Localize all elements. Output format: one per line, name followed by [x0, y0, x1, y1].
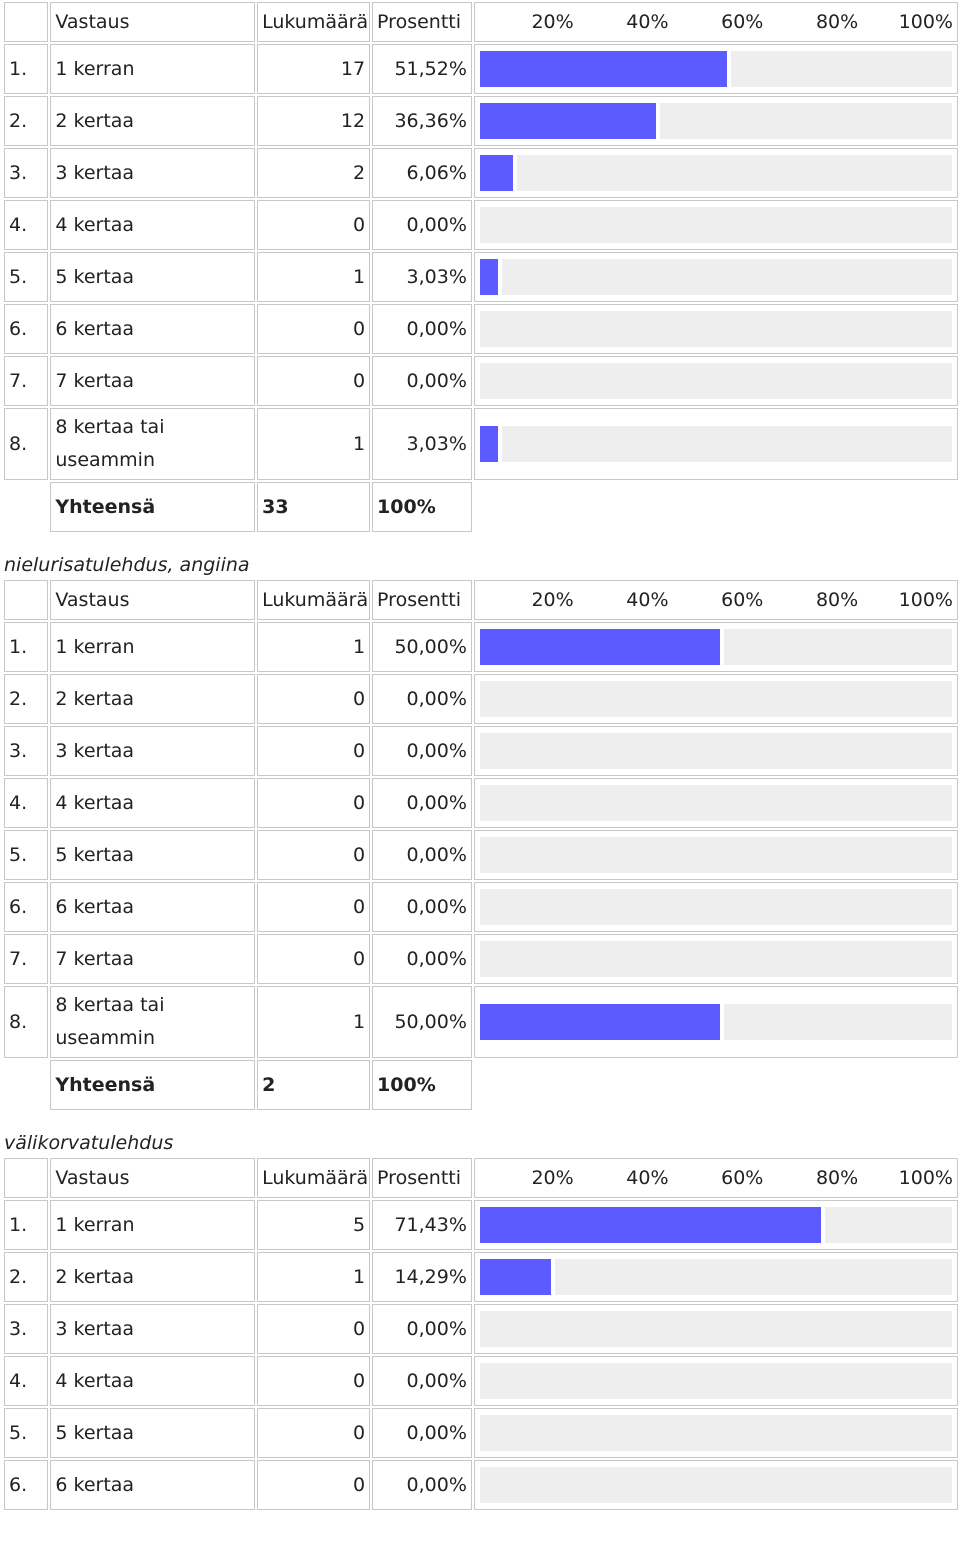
row-percent: 0,00% [372, 830, 472, 880]
results-table [2, 578, 960, 1112]
row-label: 5 kertaa [50, 1408, 255, 1458]
bar-track [480, 155, 952, 191]
bar-track [480, 733, 952, 769]
row-bar-cell [474, 882, 958, 932]
row-label: 4 kertaa [50, 778, 255, 828]
header-percent: Prosentti [372, 2, 472, 42]
table-row [4, 356, 958, 406]
bar-fill [480, 426, 502, 462]
row-bar-cell [474, 674, 958, 724]
row-index: 6. [4, 304, 48, 354]
scale-tick-label: 100% [898, 589, 953, 611]
total-label: Yhteensä [50, 1060, 255, 1110]
table-row [4, 304, 958, 354]
table-header-row [4, 580, 958, 620]
row-index: 5. [4, 830, 48, 880]
table-row [4, 1200, 958, 1250]
row-percent: 3,03% [372, 252, 472, 302]
header-index [4, 2, 48, 42]
row-index: 6. [4, 1460, 48, 1510]
row-count: 0 [257, 1460, 370, 1510]
total-label: Yhteensä [50, 482, 255, 532]
bar-fill [480, 103, 660, 139]
scale-labels [479, 1167, 953, 1189]
row-bar-cell [474, 622, 958, 672]
row-label: 4 kertaa [50, 1356, 255, 1406]
bar-track [480, 259, 952, 295]
row-percent: 14,29% [372, 1252, 472, 1302]
table-row [4, 726, 958, 776]
row-label: 1 kerran [50, 44, 255, 94]
bar-fill [480, 51, 731, 87]
results-table [2, 0, 960, 534]
bar-track [480, 1467, 952, 1503]
total-count: 2 [257, 1060, 370, 1110]
table-row [4, 408, 958, 480]
bar-fill [480, 155, 517, 191]
row-count: 1 [257, 622, 370, 672]
row-count: 0 [257, 882, 370, 932]
row-percent: 0,00% [372, 778, 472, 828]
table-row [4, 1460, 958, 1510]
total-percent: 100% [372, 1060, 472, 1110]
row-index: 4. [4, 200, 48, 250]
header-count: Lukumäärä [257, 2, 370, 42]
total-spacer [4, 482, 48, 532]
bar-track [480, 785, 952, 821]
bar-track [480, 889, 952, 925]
row-count: 2 [257, 148, 370, 198]
table-row [4, 674, 958, 724]
section-title: välikorvatulehdus [4, 1132, 174, 1154]
row-label: 2 kertaa [50, 674, 255, 724]
row-index: 5. [4, 252, 48, 302]
row-bar-cell [474, 1460, 958, 1510]
row-percent: 71,43% [372, 1200, 472, 1250]
total-spacer [474, 482, 958, 532]
row-count: 1 [257, 1252, 370, 1302]
row-index: 7. [4, 356, 48, 406]
row-percent: 0,00% [372, 674, 472, 724]
table-row [4, 830, 958, 880]
scale-labels [479, 11, 953, 33]
row-count: 0 [257, 1304, 370, 1354]
bar-track [480, 629, 952, 665]
row-label: 6 kertaa [50, 882, 255, 932]
row-count: 0 [257, 1408, 370, 1458]
total-spacer [474, 1060, 958, 1110]
row-count: 0 [257, 726, 370, 776]
row-count: 12 [257, 96, 370, 146]
row-index: 4. [4, 778, 48, 828]
row-percent: 0,00% [372, 934, 472, 984]
header-index [4, 580, 48, 620]
row-label: 5 kertaa [50, 830, 255, 880]
row-index: 1. [4, 44, 48, 94]
table-row [4, 148, 958, 198]
table-row [4, 986, 958, 1058]
scale-tick-label: 80% [815, 1167, 859, 1189]
scale-tick-label: 80% [815, 11, 859, 33]
scale-tick-label: 60% [721, 1167, 764, 1189]
row-percent: 0,00% [372, 726, 472, 776]
row-index: 7. [4, 934, 48, 984]
row-label: 8 kertaa tai useammin [50, 986, 255, 1058]
table-row [4, 778, 958, 828]
row-label: 5 kertaa [50, 252, 255, 302]
scale-tick-label: 80% [815, 589, 859, 611]
row-percent: 0,00% [372, 1304, 472, 1354]
row-percent: 6,06% [372, 148, 472, 198]
scale-tick-label: 100% [898, 1167, 953, 1189]
bar-track [480, 103, 952, 139]
row-count: 17 [257, 44, 370, 94]
row-count: 1 [257, 252, 370, 302]
row-label: 6 kertaa [50, 304, 255, 354]
header-count: Lukumäärä [257, 1158, 370, 1198]
bar-track [480, 1259, 952, 1295]
row-count: 0 [257, 674, 370, 724]
row-percent: 36,36% [372, 96, 472, 146]
header-scale [474, 1158, 958, 1198]
row-count: 1 [257, 408, 370, 480]
row-percent: 50,00% [372, 622, 472, 672]
scale-tick-label: 40% [626, 11, 669, 33]
bar-fill [480, 259, 502, 295]
header-answer: Vastaus [50, 580, 255, 620]
row-label: 7 kertaa [50, 356, 255, 406]
scale-tick-label: 20% [531, 589, 574, 611]
row-label: 3 kertaa [50, 726, 255, 776]
table-row [4, 934, 958, 984]
bar-track [480, 941, 952, 977]
row-count: 1 [257, 986, 370, 1058]
row-bar-cell [474, 830, 958, 880]
row-percent: 0,00% [372, 356, 472, 406]
header-answer: Vastaus [50, 2, 255, 42]
scale-tick-label: 40% [626, 1167, 669, 1189]
total-row [4, 1060, 958, 1110]
row-label: 3 kertaa [50, 148, 255, 198]
table-row [4, 252, 958, 302]
table-row [4, 200, 958, 250]
row-index: 1. [4, 1200, 48, 1250]
row-percent: 0,00% [372, 1408, 472, 1458]
row-count: 5 [257, 1200, 370, 1250]
row-index: 5. [4, 1408, 48, 1458]
bar-track [480, 311, 952, 347]
bar-track [480, 1415, 952, 1451]
row-count: 0 [257, 200, 370, 250]
bar-track [480, 1311, 952, 1347]
header-scale [474, 2, 958, 42]
row-index: 2. [4, 96, 48, 146]
scale-tick-label: 100% [898, 11, 953, 33]
row-bar-cell [474, 986, 958, 1058]
row-label: 7 kertaa [50, 934, 255, 984]
scale-labels [479, 589, 953, 611]
row-count: 0 [257, 356, 370, 406]
bar-track [480, 1004, 952, 1040]
row-percent: 0,00% [372, 200, 472, 250]
row-index: 3. [4, 148, 48, 198]
row-percent: 50,00% [372, 986, 472, 1058]
header-percent: Prosentti [372, 1158, 472, 1198]
row-label: 2 kertaa [50, 1252, 255, 1302]
row-index: 2. [4, 1252, 48, 1302]
row-index: 3. [4, 726, 48, 776]
scale-tick-label: 60% [721, 589, 764, 611]
row-label: 3 kertaa [50, 1304, 255, 1354]
table-row [4, 882, 958, 932]
row-count: 0 [257, 778, 370, 828]
row-index: 1. [4, 622, 48, 672]
bar-track [480, 207, 952, 243]
scale-tick-label: 40% [626, 589, 669, 611]
header-scale [474, 580, 958, 620]
row-bar-cell [474, 1408, 958, 1458]
row-index: 3. [4, 1304, 48, 1354]
bar-track [480, 1207, 952, 1243]
row-index: 8. [4, 986, 48, 1058]
row-index: 6. [4, 882, 48, 932]
row-bar-cell [474, 252, 958, 302]
row-label: 2 kertaa [50, 96, 255, 146]
header-count: Lukumäärä [257, 580, 370, 620]
table-row [4, 1304, 958, 1354]
header-answer: Vastaus [50, 1158, 255, 1198]
total-row [4, 482, 958, 532]
bar-fill [480, 629, 724, 665]
row-bar-cell [474, 934, 958, 984]
table-row [4, 1252, 958, 1302]
row-bar-cell [474, 356, 958, 406]
bar-track [480, 837, 952, 873]
row-index: 2. [4, 674, 48, 724]
row-label: 1 kerran [50, 622, 255, 672]
total-count: 33 [257, 482, 370, 532]
table-row [4, 96, 958, 146]
row-label: 1 kerran [50, 1200, 255, 1250]
table-row [4, 1356, 958, 1406]
row-percent: 51,52% [372, 44, 472, 94]
bar-track [480, 1363, 952, 1399]
row-bar-cell [474, 96, 958, 146]
header-index [4, 1158, 48, 1198]
row-label: 4 kertaa [50, 200, 255, 250]
table-header-row [4, 2, 958, 42]
row-bar-cell [474, 1200, 958, 1250]
row-percent: 0,00% [372, 1356, 472, 1406]
row-bar-cell [474, 304, 958, 354]
total-spacer [4, 1060, 48, 1110]
row-bar-cell [474, 1252, 958, 1302]
total-percent: 100% [372, 482, 472, 532]
row-bar-cell [474, 1304, 958, 1354]
table-header-row [4, 1158, 958, 1198]
row-bar-cell [474, 148, 958, 198]
row-bar-cell [474, 44, 958, 94]
row-bar-cell [474, 778, 958, 828]
row-bar-cell [474, 408, 958, 480]
row-bar-cell [474, 726, 958, 776]
bar-fill [480, 1207, 825, 1243]
scale-tick-label: 60% [721, 11, 764, 33]
row-percent: 0,00% [372, 1460, 472, 1510]
section-title: nielurisatulehdus, angiina [4, 554, 250, 576]
table-row [4, 622, 958, 672]
bar-track [480, 426, 952, 462]
bar-track [480, 51, 952, 87]
row-label: 6 kertaa [50, 1460, 255, 1510]
row-percent: 0,00% [372, 304, 472, 354]
bar-fill [480, 1259, 555, 1295]
bar-track [480, 681, 952, 717]
row-count: 0 [257, 830, 370, 880]
table-row [4, 44, 958, 94]
header-percent: Prosentti [372, 580, 472, 620]
bar-track [480, 363, 952, 399]
row-index: 4. [4, 1356, 48, 1406]
row-count: 0 [257, 304, 370, 354]
bar-fill [480, 1004, 724, 1040]
row-bar-cell [474, 200, 958, 250]
row-count: 0 [257, 934, 370, 984]
results-table [2, 1156, 960, 1512]
row-percent: 3,03% [372, 408, 472, 480]
row-percent: 0,00% [372, 882, 472, 932]
scale-tick-label: 20% [531, 11, 574, 33]
row-label: 8 kertaa tai useammin [50, 408, 255, 480]
scale-tick-label: 20% [531, 1167, 574, 1189]
row-count: 0 [257, 1356, 370, 1406]
row-index: 8. [4, 408, 48, 480]
row-bar-cell [474, 1356, 958, 1406]
table-row [4, 1408, 958, 1458]
